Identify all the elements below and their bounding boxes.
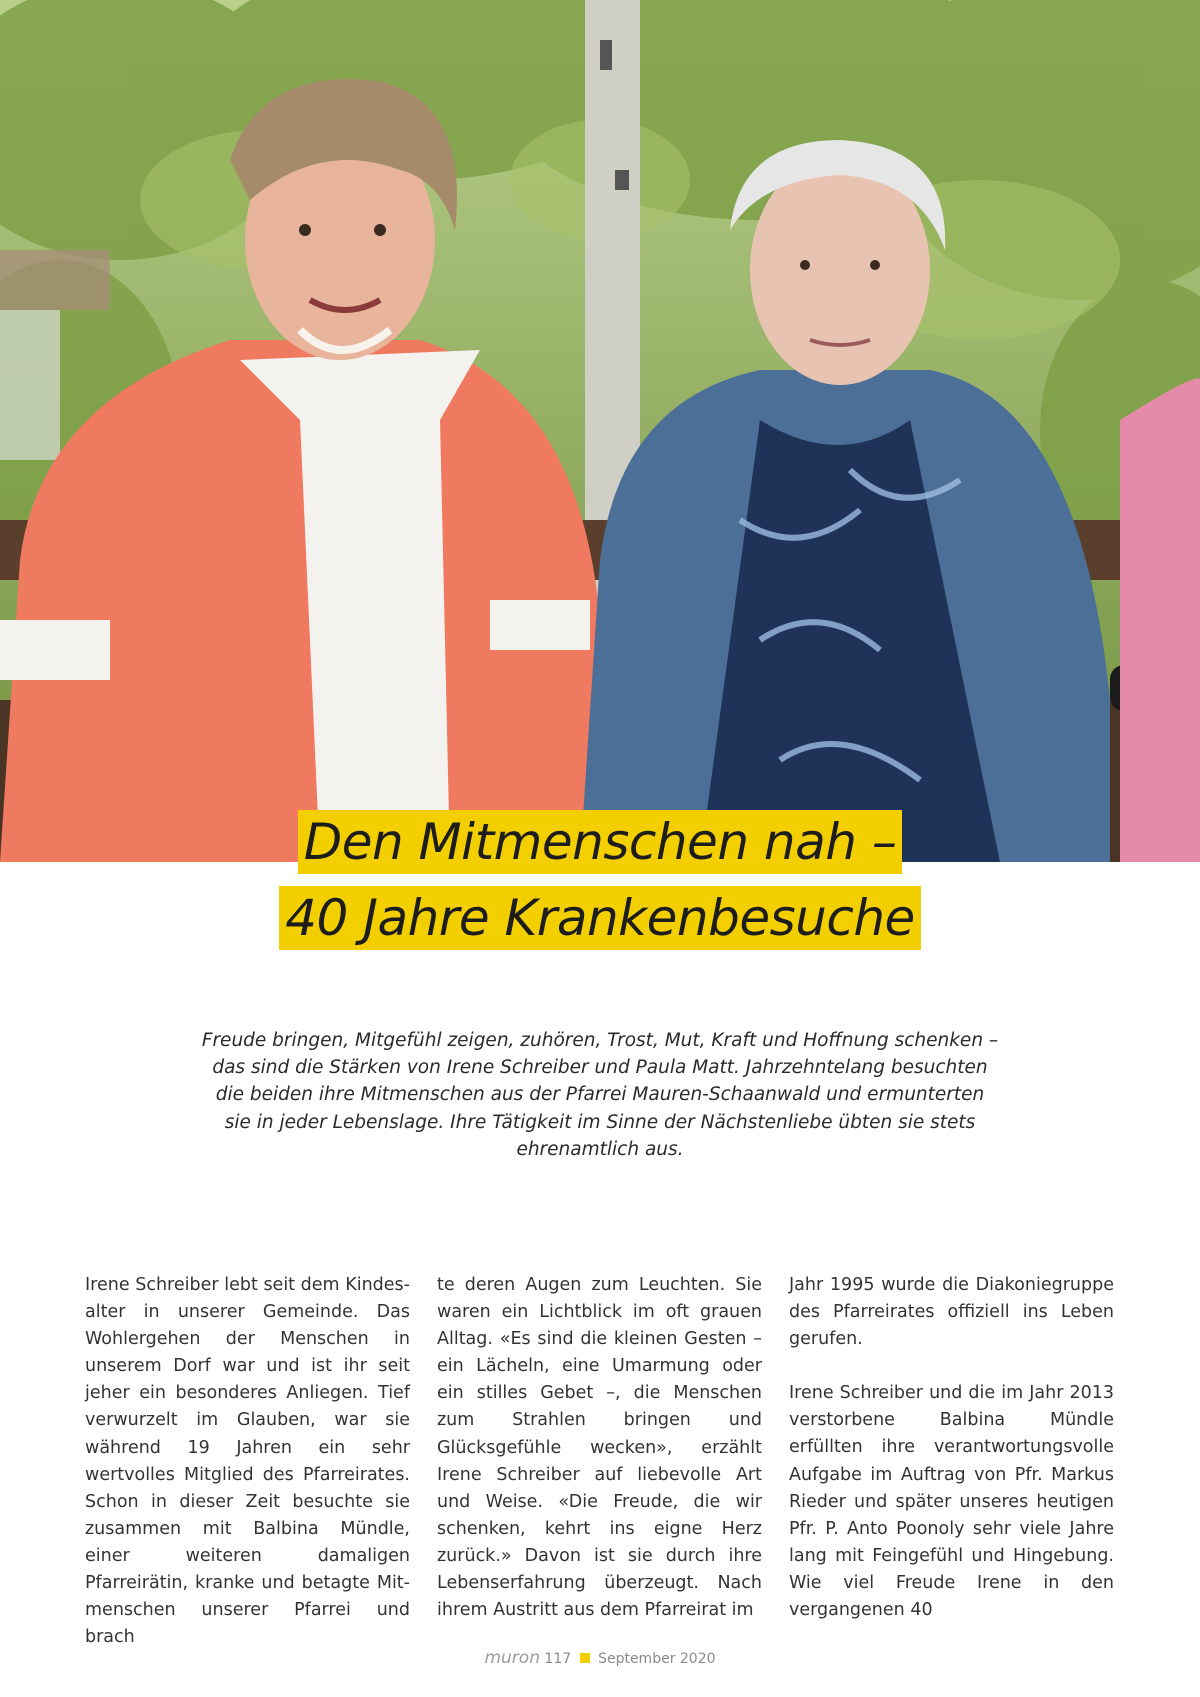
column-1-text: Irene Schreiber lebt seit dem Kindesalter in unserer Gemeinde. Das Wohlergehen der Menschen in unserem Dorf war und ist ihr seit jeher ein besonderes Anliegen. Tief verwurzelt im Glauben, war sie während 19 Jahren ein sehr wertvolles Mitglied des Pfarreirates. Schon in dieser Zeit besuchte sie zusammen mit Balbina Mündle, einer weiteren damaligen Pfarreirätin, kranke und betagte Mitmenschen unserer Pfarrei und brach (85, 1275, 410, 1648)
footer-square-icon (580, 1653, 590, 1663)
headline (0, 810, 1200, 950)
column-3-paragraph-2: Irene Schreiber und die im Jahr 2013 verstorbene Balbina Mündle erfüllten ihre verantwortungsvolle Aufgabe im Auftrag von Pfr. Markus Rieder und später unseres heutigen Pfr. P. Anto Poonoly sehr viele Jahre lang mit Feingefühl und Hingebung. Wie viel Freude Irene in den vergangenen 40 (789, 1383, 1114, 1621)
footer-brand: muron (484, 1648, 540, 1668)
body-columns (85, 1272, 1115, 1678)
column-3 (789, 1272, 1114, 1678)
footer-date: September 2020 (598, 1651, 716, 1667)
lead-paragraph (200, 1027, 1000, 1163)
lead-text: Freude bringen, Mitgefühl zeigen, zuhören, Trost, Mut, Kraft und Hoffnung schenken – das sind die Stärken von Irene Schreiber und Paula Matt. Jahrzehntelang besuchten die beiden ihre Mitmenschen aus der Pfarrei Mauren-Schaanwald und ermunterten sie in jeder Lebenslage. Ihre Tätigkeit im Sinne der Nächstenliebe übten sie stets ehrenamtlich aus. (201, 1030, 999, 1160)
headline-line-2: 40 Jahre Krankenbesuche (279, 886, 921, 950)
column-1 (85, 1272, 410, 1678)
footer-issue: 117 (544, 1651, 572, 1667)
column-2-text: te deren Augen zum Leuchten. Sie waren ein Lichtblick im oft grauen Alltag. «Es sind die kleinen Gesten – ein Lächeln, eine Umarmung oder ein stilles Gebet –, die Menschen zum Strahlen bringen und Glücksgefühle wecken», erzählt Irene Schreiber auf liebevolle Art und Weise. «Die Freude, die wir schenken, kehrt ins eigne Herz zurück.» Davon ist sie durch ihre Lebenserfahrung überzeugt. Nach ihrem Austritt aus dem Pfarreirat im (437, 1275, 762, 1621)
column-2 (437, 1272, 762, 1678)
headline-line-1: Den Mitmenschen nah – (298, 810, 903, 874)
page-footer (0, 1648, 1200, 1668)
column-3-paragraph-1: Jahr 1995 wurde die Diakoniegruppe des Pfarreirates offiziell ins Leben gerufen. (789, 1275, 1114, 1350)
